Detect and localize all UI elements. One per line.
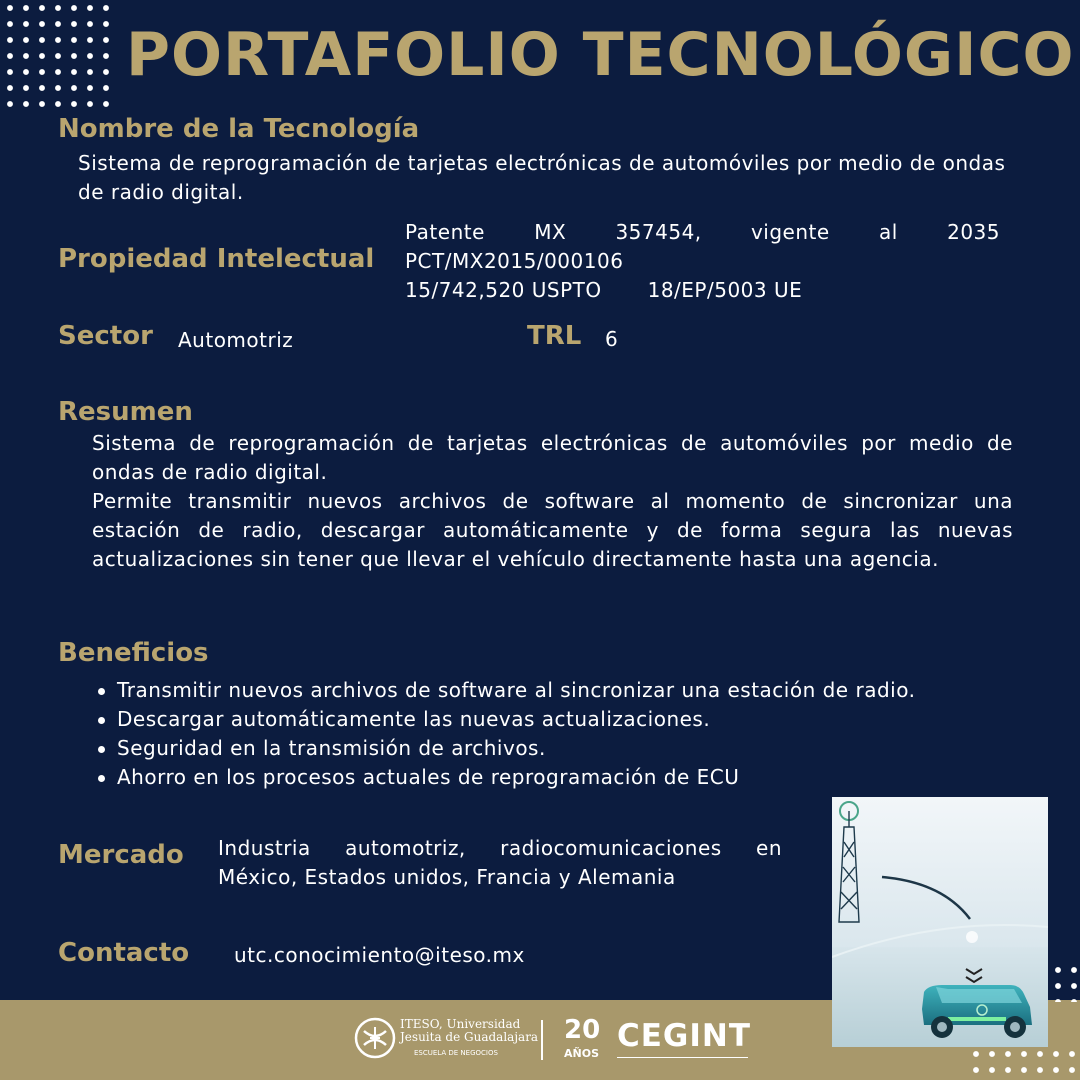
benefits-list: [93, 676, 1023, 792]
market-text: Industria automotriz, radiocomunicaciones en México, Estados unidos, Francia y Alemania: [218, 836, 782, 889]
iteso-seal-icon: [354, 1017, 396, 1059]
contact-heading: Contacto: [58, 938, 190, 968]
years-number: 20: [564, 1015, 601, 1045]
cegint-underline: [617, 1057, 748, 1058]
summary-paragraph-2: Permite transmitir nuevos archivos de software al momento de sincronizar una estación de radio, descargar automáticamente y de forma segura las nuevas actualizaciones sin tener que llevar el vehículo directamente hasta una agencia.: [92, 489, 1013, 571]
cegint-wordmark: CEGINT: [617, 1018, 751, 1054]
tech-name-text: Sistema de reprogramación de tarjetas electrónicas de automóviles por medio de ondas de radio digital.: [78, 151, 1006, 204]
trl-heading: TRL: [527, 321, 582, 351]
summary-paragraph-1: Sistema de reprogramación de tarjetas electrónicas de automóviles por medio de ondas de radio digital.: [92, 431, 1013, 484]
iteso-line-1: ITESO, Universidad: [400, 1017, 521, 1031]
benefits-heading: Beneficios: [58, 638, 209, 668]
market-heading: Mercado: [58, 840, 184, 870]
radio-tower-icon: [839, 802, 859, 922]
ip-block: [405, 218, 1000, 305]
summary-heading: Resumen: [58, 397, 193, 427]
benefit-item: Seguridad en la transmisión de archivos.: [93, 734, 1023, 763]
iteso-wordmark: [400, 1018, 538, 1060]
page-title: PORTAFOLIO TECNOLÓGICO: [126, 20, 1075, 90]
dot-pattern-top-left: [0, 0, 112, 108]
sector-heading: Sector: [58, 321, 153, 351]
ip-patent-line: Patente MX 357454, vigente al 2035: [405, 220, 1000, 244]
benefit-item: Descargar automáticamente las nuevas actualizaciones.: [93, 705, 1023, 734]
summary-text: [92, 429, 1013, 574]
contact-email[interactable]: utc.conocimiento@iteso.mx: [234, 943, 525, 967]
dot-pattern-bottom-right: [1050, 962, 1080, 1002]
sector-value: Automotriz: [178, 328, 294, 352]
benefit-item: Transmitir nuevos archivos de software al sincronizar una estación de radio.: [93, 676, 1023, 705]
trl-value: 6: [605, 327, 619, 351]
ip-uspto: 15/742,520 USPTO: [405, 278, 602, 302]
ip-ue: 18/EP/5003 UE: [647, 278, 803, 302]
dot-pattern-bottom-right-row: [968, 1046, 1080, 1080]
years-label: AÑOS: [564, 1047, 599, 1060]
benefit-item: Ahorro en los procesos actuales de reprogramación de ECU: [93, 763, 1023, 792]
iteso-line-2: Jesuita de Guadalajara: [400, 1030, 539, 1044]
radio-car-illustration: [832, 797, 1048, 1047]
ip-registrations-line: [405, 276, 1000, 305]
ip-pct-line: PCT/MX2015/000106: [405, 249, 624, 273]
ip-heading: Propiedad Intelectual: [58, 244, 375, 274]
iteso-line-3: ESCUELA DE NEGOCIOS: [414, 1049, 498, 1057]
footer-divider: [541, 1020, 543, 1060]
tech-name-heading: Nombre de la Tecnología: [58, 114, 420, 144]
